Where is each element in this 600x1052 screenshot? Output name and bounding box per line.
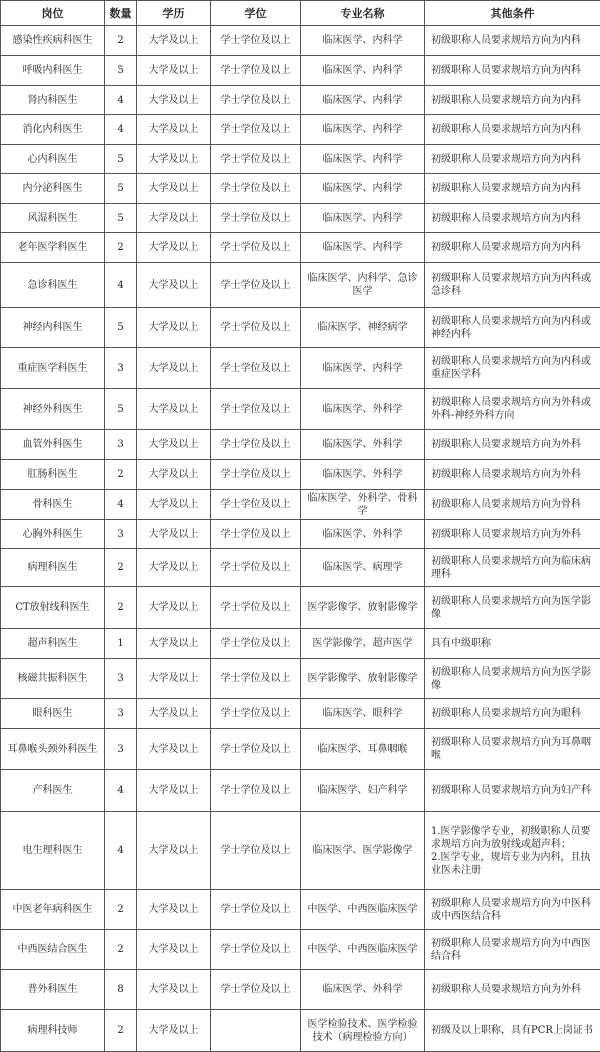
table-body	[1, 26, 600, 1052]
cell-position: 中医老年病科医生	[1, 890, 105, 930]
table-row	[1, 659, 600, 699]
cell-major: 临床医学、内科学、急诊医学	[301, 263, 425, 308]
cell-count: 3	[105, 659, 137, 699]
table-row	[1, 145, 600, 174]
table-row	[1, 86, 600, 115]
condition-line: 2.医学专业，规培专业为内科，且执业医未注册	[431, 851, 597, 877]
cell-degree: 学士学位及以上	[211, 430, 301, 460]
cell-position: 超声科医生	[1, 629, 105, 659]
cell-degree: 学士学位及以上	[211, 629, 301, 659]
cell-degree: 学士学位及以上	[211, 263, 301, 308]
cell-count: 4	[105, 263, 137, 308]
header-conditions: 其他条件	[425, 1, 600, 26]
cell-conditions: 初级职称人员要求规培方向为内科	[425, 233, 600, 263]
cell-education: 大学及以上	[137, 174, 211, 204]
cell-count: 5	[105, 204, 137, 233]
table-row	[1, 729, 600, 770]
cell-conditions: 初级职称人员要求规培方向为内科	[425, 174, 600, 204]
cell-degree: 学士学位及以上	[211, 970, 301, 1010]
cell-degree: 学士学位及以上	[211, 812, 301, 890]
cell-count: 3	[105, 348, 137, 389]
table-row	[1, 430, 600, 460]
header-degree: 学位	[211, 1, 301, 26]
cell-education: 大学及以上	[137, 460, 211, 490]
cell-position: 产科医生	[1, 770, 105, 812]
cell-education: 大学及以上	[137, 699, 211, 729]
cell-education: 大学及以上	[137, 86, 211, 115]
table-row	[1, 587, 600, 629]
table-header-row	[1, 1, 600, 26]
cell-position: 急诊科医生	[1, 263, 105, 308]
cell-position: 中西医结合医生	[1, 930, 105, 970]
cell-major: 临床医学、外科学	[301, 389, 425, 430]
cell-degree: 学士学位及以上	[211, 659, 301, 699]
cell-count: 4	[105, 490, 137, 520]
cell-conditions: 初级职称人员要求规培方向为内科	[425, 86, 600, 115]
cell-major: 临床医学、内科学	[301, 204, 425, 233]
cell-major: 中医学、中西医临床医学	[301, 890, 425, 930]
table-row	[1, 970, 600, 1010]
table-row	[1, 263, 600, 308]
table-row	[1, 549, 600, 587]
cell-position: 重症医学科医生	[1, 348, 105, 389]
table-row	[1, 115, 600, 145]
cell-major: 临床医学、内科学	[301, 145, 425, 174]
cell-position: 心内科医生	[1, 145, 105, 174]
cell-major: 临床医学、眼科学	[301, 699, 425, 729]
cell-major: 临床医学、内科学	[301, 56, 425, 86]
cell-degree: 学士学位及以上	[211, 308, 301, 348]
cell-major: 临床医学、内科学	[301, 174, 425, 204]
cell-count: 2	[105, 549, 137, 587]
cell-count: 5	[105, 174, 137, 204]
header-education: 学历	[137, 1, 211, 26]
cell-conditions: 初级职称人员要求规培方向为外科	[425, 520, 600, 549]
cell-count: 5	[105, 56, 137, 86]
table-row	[1, 890, 600, 930]
cell-position: 肛肠科医生	[1, 460, 105, 490]
cell-degree: 学士学位及以上	[211, 26, 301, 56]
cell-education: 大学及以上	[137, 729, 211, 770]
cell-count: 3	[105, 699, 137, 729]
cell-degree: 学士学位及以上	[211, 549, 301, 587]
cell-count: 3	[105, 729, 137, 770]
cell-position: 普外科医生	[1, 970, 105, 1010]
cell-conditions: 初级职称人员要求规培方向为内科	[425, 145, 600, 174]
cell-major: 临床医学、外科学	[301, 460, 425, 490]
cell-position: 血管外科医生	[1, 430, 105, 460]
cell-major: 临床医学、内科学	[301, 86, 425, 115]
cell-education: 大学及以上	[137, 115, 211, 145]
cell-conditions: 初级及以上职称，具有PCR上岗证书	[425, 1010, 600, 1052]
cell-count: 4	[105, 812, 137, 890]
table-row	[1, 629, 600, 659]
cell-major: 临床医学、外科学	[301, 970, 425, 1010]
cell-position: 心胸外科医生	[1, 520, 105, 549]
table-row	[1, 770, 600, 812]
cell-major: 临床医学、病理学	[301, 549, 425, 587]
cell-position: 神经外科医生	[1, 389, 105, 430]
cell-position: 风湿科医生	[1, 204, 105, 233]
cell-position: CT放射线科医生	[1, 587, 105, 629]
cell-position: 病理科技师	[1, 1010, 105, 1052]
cell-education: 大学及以上	[137, 629, 211, 659]
cell-degree: 学士学位及以上	[211, 389, 301, 430]
cell-major: 临床医学、神经病学	[301, 308, 425, 348]
cell-position: 核磁共振科医生	[1, 659, 105, 699]
table-row	[1, 26, 600, 56]
cell-count: 5	[105, 308, 137, 348]
cell-position: 病理科医生	[1, 549, 105, 587]
cell-position: 肾内科医生	[1, 86, 105, 115]
cell-education: 大学及以上	[137, 263, 211, 308]
cell-major: 临床医学、耳鼻咽喉	[301, 729, 425, 770]
cell-major: 临床医学、内科学	[301, 115, 425, 145]
cell-education: 大学及以上	[137, 389, 211, 430]
cell-major: 临床医学、妇产科学	[301, 770, 425, 812]
cell-degree: 学士学位及以上	[211, 490, 301, 520]
cell-position: 感染性疾病科医生	[1, 26, 105, 56]
cell-position: 消化内科医生	[1, 115, 105, 145]
cell-count: 2	[105, 587, 137, 629]
cell-education: 大学及以上	[137, 970, 211, 1010]
cell-count: 4	[105, 115, 137, 145]
cell-degree: 学士学位及以上	[211, 56, 301, 86]
cell-education: 大学及以上	[137, 56, 211, 86]
cell-conditions	[425, 812, 600, 890]
cell-count: 2	[105, 930, 137, 970]
cell-major: 医学影像学、放射影像学	[301, 587, 425, 629]
cell-education: 大学及以上	[137, 890, 211, 930]
table-row	[1, 56, 600, 86]
condition-line: 1.医学影像学专业，初级职称人员要求规培方向为放射线或超声科；	[431, 825, 597, 851]
cell-conditions: 初级职称人员要求规培方向为耳鼻咽喉	[425, 729, 600, 770]
cell-education: 大学及以上	[137, 233, 211, 263]
cell-count: 2	[105, 233, 137, 263]
cell-conditions: 初级职称人员要求规培方向为内科或神经内科	[425, 308, 600, 348]
table-row	[1, 174, 600, 204]
cell-conditions: 初级职称人员要求规培方向为妇产科	[425, 770, 600, 812]
cell-count: 5	[105, 389, 137, 430]
cell-major: 医学影像学、超声医学	[301, 629, 425, 659]
cell-conditions: 初级职称人员要求规培方向为外科	[425, 970, 600, 1010]
cell-education: 大学及以上	[137, 930, 211, 970]
cell-major: 临床医学、医学影像学	[301, 812, 425, 890]
cell-major: 临床医学、内科学	[301, 233, 425, 263]
table-row	[1, 699, 600, 729]
cell-education: 大学及以上	[137, 812, 211, 890]
header-major: 专业名称	[301, 1, 425, 26]
cell-conditions: 初级职称人员要求规培方向为中西医结合科	[425, 930, 600, 970]
cell-count: 2	[105, 460, 137, 490]
table-row	[1, 233, 600, 263]
cell-degree: 学士学位及以上	[211, 115, 301, 145]
cell-degree: 学士学位及以上	[211, 520, 301, 549]
cell-education: 大学及以上	[137, 520, 211, 549]
table-row	[1, 930, 600, 970]
table-row	[1, 204, 600, 233]
cell-education: 大学及以上	[137, 204, 211, 233]
cell-education: 大学及以上	[137, 348, 211, 389]
cell-major: 临床医学、内科学	[301, 348, 425, 389]
cell-count: 8	[105, 970, 137, 1010]
cell-count: 5	[105, 145, 137, 174]
cell-major: 临床医学、内科学	[301, 26, 425, 56]
cell-position: 骨科医生	[1, 490, 105, 520]
cell-conditions: 初级职称人员要求规培方向为内科	[425, 204, 600, 233]
cell-conditions: 初级职称人员要求规培方向为骨科	[425, 490, 600, 520]
header-position: 岗位	[1, 1, 105, 26]
cell-degree: 学士学位及以上	[211, 890, 301, 930]
cell-education: 大学及以上	[137, 26, 211, 56]
cell-conditions: 初级职称人员要求规培方向为外科	[425, 430, 600, 460]
cell-degree: 学士学位及以上	[211, 930, 301, 970]
cell-education: 大学及以上	[137, 587, 211, 629]
cell-degree: 学士学位及以上	[211, 174, 301, 204]
cell-count: 4	[105, 86, 137, 115]
cell-conditions: 具有中级职称	[425, 629, 600, 659]
cell-position: 呼吸内科医生	[1, 56, 105, 86]
cell-count: 1	[105, 629, 137, 659]
table-row	[1, 1010, 600, 1052]
cell-major: 临床医学、外科学	[301, 430, 425, 460]
cell-degree: 学士学位及以上	[211, 86, 301, 115]
cell-major: 临床医学、外科学、骨科学	[301, 490, 425, 520]
cell-conditions: 初级职称人员要求规培方向为眼科	[425, 699, 600, 729]
cell-position: 老年医学科医生	[1, 233, 105, 263]
cell-degree: 学士学位及以上	[211, 460, 301, 490]
cell-major: 中医学、中西医临床医学	[301, 930, 425, 970]
cell-conditions: 初级职称人员要求规培方向为临床病理科	[425, 549, 600, 587]
table-row	[1, 460, 600, 490]
cell-conditions: 初级职称人员要求规培方向为中医科或中西医结合科	[425, 890, 600, 930]
table-row	[1, 348, 600, 389]
cell-degree: 学士学位及以上	[211, 145, 301, 174]
cell-conditions: 初级职称人员要求规培方向为内科	[425, 26, 600, 56]
cell-major: 临床医学、外科学	[301, 520, 425, 549]
cell-degree: 学士学位及以上	[211, 233, 301, 263]
cell-conditions: 初级职称人员要求规培方向为医学影像	[425, 659, 600, 699]
table-row	[1, 389, 600, 430]
cell-degree: 学士学位及以上	[211, 729, 301, 770]
cell-education: 大学及以上	[137, 430, 211, 460]
cell-degree: 学士学位及以上	[211, 204, 301, 233]
cell-education: 大学及以上	[137, 549, 211, 587]
cell-position: 电生理科医生	[1, 812, 105, 890]
cell-count: 2	[105, 26, 137, 56]
cell-position: 眼科医生	[1, 699, 105, 729]
cell-conditions: 初级职称人员要求规培方向为内科或重症医学科	[425, 348, 600, 389]
cell-conditions: 初级职称人员要求规培方向为外科	[425, 460, 600, 490]
table-row	[1, 308, 600, 348]
cell-degree: 学士学位及以上	[211, 348, 301, 389]
cell-conditions: 初级职称人员要求规培方向为内科	[425, 56, 600, 86]
cell-major: 医学检验技术、医学检验技术（病理检验方向）	[301, 1010, 425, 1052]
cell-count: 3	[105, 430, 137, 460]
cell-position: 内分泌科医生	[1, 174, 105, 204]
header-count: 数量	[105, 1, 137, 26]
cell-degree: 学士学位及以上	[211, 587, 301, 629]
cell-education: 大学及以上	[137, 308, 211, 348]
cell-position: 神经内科医生	[1, 308, 105, 348]
table-row	[1, 812, 600, 890]
cell-education: 大学及以上	[137, 145, 211, 174]
cell-conditions: 初级职称人员要求规培方向为医学影像	[425, 587, 600, 629]
cell-major: 医学影像学、放射影像学	[301, 659, 425, 699]
cell-conditions: 初级职称人员要求规培方向为内科	[425, 115, 600, 145]
cell-count: 2	[105, 890, 137, 930]
cell-education: 大学及以上	[137, 770, 211, 812]
cell-conditions: 初级职称人员要求规培方向为内科或急诊科	[425, 263, 600, 308]
cell-degree: 学士学位及以上	[211, 699, 301, 729]
cell-degree: 学士学位及以上	[211, 770, 301, 812]
table-row	[1, 520, 600, 549]
cell-position: 耳鼻喉头颈外科医生	[1, 729, 105, 770]
cell-conditions: 初级职称人员要求规培方向为外科或外科-神经外科方向	[425, 389, 600, 430]
cell-count: 2	[105, 1010, 137, 1052]
cell-education: 大学及以上	[137, 1010, 211, 1052]
cell-degree	[211, 1010, 301, 1052]
cell-education: 大学及以上	[137, 659, 211, 699]
table-row	[1, 490, 600, 520]
cell-count: 4	[105, 770, 137, 812]
cell-count: 3	[105, 520, 137, 549]
cell-education: 大学及以上	[137, 490, 211, 520]
